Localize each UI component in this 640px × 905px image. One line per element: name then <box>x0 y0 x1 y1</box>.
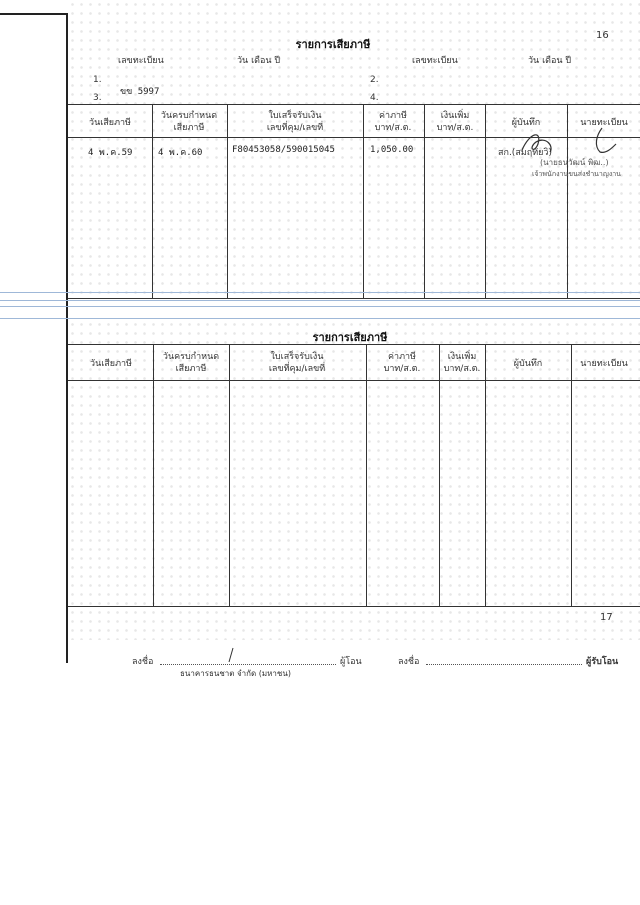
table1-col-paid-date: วันเสียภาษี <box>89 118 131 128</box>
reg-label-left: เลขทะเบียน <box>118 56 164 66</box>
table2-col-surcharge: เงินเพิ่ม บาท/ส.ต. <box>443 352 481 374</box>
table2-col-sep <box>485 344 486 606</box>
table1-bottom-border <box>68 298 640 299</box>
bank-name: ธนาคารธนชาต จำกัด (มหาชน) <box>180 669 291 678</box>
section2-title: รายการเสียภาษี <box>312 331 388 344</box>
reg-row-1: 1. <box>93 75 102 85</box>
table2-col-recorder: ผู้บันทึก <box>513 359 543 369</box>
row-recorder: สก.(สมฤทัยวิ) <box>498 148 552 158</box>
plate-number: ขข 5997 <box>120 87 160 97</box>
scan-line <box>0 300 640 301</box>
table1-col-recorder: ผู้บันทึก <box>511 118 541 128</box>
sign-label-right: ลงชื่อ <box>398 657 420 667</box>
table2-col-sep <box>229 344 230 606</box>
row-tax-amount: 1,050.00 <box>370 145 414 155</box>
table2-col-sep <box>153 344 154 606</box>
top-edge-mark <box>0 13 66 15</box>
date-label-right: วัน เดือน ปี <box>528 56 572 66</box>
table2-col-paid-date: วันเสียภาษี <box>90 359 132 369</box>
table1-col-sep <box>152 104 153 299</box>
table2-col-registrar: นายทะเบียน <box>580 359 628 369</box>
section1-title: รายการเสียภาษี <box>295 38 371 51</box>
table1-top-border <box>68 104 640 105</box>
scan-line <box>0 318 640 319</box>
scan-line <box>0 292 640 293</box>
table1-col-sep <box>485 104 486 299</box>
table2-col-due-date: วันครบกำหนด เสียภาษี <box>162 352 220 374</box>
page-number-bottom: 17 <box>600 612 613 623</box>
table2-bottom-border <box>68 606 640 607</box>
table2-col-sep <box>366 344 367 606</box>
table2-col-tax: ค่าภาษี บาท/ส.ต. <box>383 352 421 374</box>
handwritten-signature <box>520 124 620 160</box>
date-label-left: วัน เดือน ปี <box>237 56 281 66</box>
left-binding-edge <box>66 13 68 663</box>
table1-col-sep <box>227 104 228 299</box>
table1-col-registrar: นายทะเบียน <box>580 118 628 128</box>
table1-col-due-date: วันครบกำหนด เสียภาษี <box>160 111 218 133</box>
sign-label-left: ลงชื่อ <box>132 657 154 667</box>
table1-col-surcharge: เงินเพิ่ม บาท/ส.ต. <box>436 111 474 133</box>
reg-row-3: 3. <box>93 93 102 103</box>
reg-label-right: เลขทะเบียน <box>412 56 458 66</box>
reg-row-2: 2. <box>370 75 379 85</box>
signature-line-right <box>426 664 582 665</box>
table2-col-sep <box>571 344 572 606</box>
stamp-title: เจ้าพนักงานขนส่งชำนาญงาน <box>532 170 621 178</box>
table2-col-sep <box>439 344 440 606</box>
table1-col-receipt: ใบเสร็จรับเงิน เลขที่คุม/เลขที่ <box>266 111 324 133</box>
row-receipt-number: F80453058/590015045 <box>232 145 335 155</box>
table1-col-sep <box>363 104 364 299</box>
reg-row-4: 4. <box>370 93 379 103</box>
stamp-name: (นายธนวัฒน์ พิฒ..) <box>540 158 609 167</box>
page-number-top: 16 <box>596 30 609 41</box>
handwritten-mark <box>225 647 237 663</box>
transferor-label: ผู้โอน <box>340 657 362 667</box>
transferee-label: ผู้รับโอน <box>586 657 619 667</box>
row-paid-date: 4 พ.ค.59 <box>88 148 133 158</box>
scan-line <box>0 306 640 307</box>
signature-line-left <box>160 664 336 665</box>
table1-col-tax: ค่าภาษี บาท/ส.ต. <box>374 111 412 133</box>
table2-col-receipt: ใบเสร็จรับเงิน เลขที่คุม/เลขที่ <box>268 352 326 374</box>
table1-col-sep <box>424 104 425 299</box>
row-due-date: 4 พ.ค.60 <box>158 148 203 158</box>
